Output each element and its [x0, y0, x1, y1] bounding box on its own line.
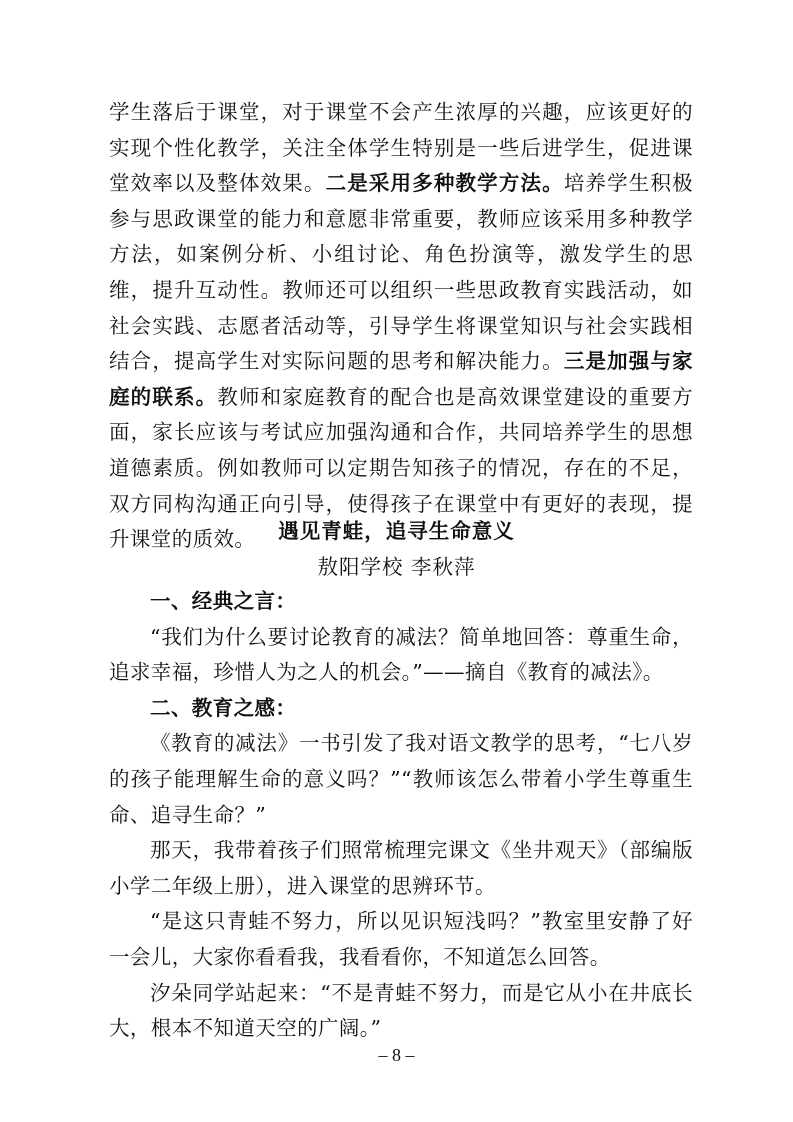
body-paragraph: 那天，我带着孩子们照常梳理完课文《坐井观天》（部编版小学二年级上册），进入课堂的思辨环节。: [109, 838, 693, 898]
paragraph-text: 学生落后于课堂，对于课堂不会产生浓厚的兴趣，应该更好的实现个性化教学，关注全体学生特别是一些后进学生，促进课堂效率以及整体效果。: [109, 100, 693, 196]
continuation-paragraph: [109, 95, 693, 558]
bold-point-three: 三是加强与家庭的联系。: [109, 349, 693, 409]
article-title: 遇见青蛙，追寻生命意义: [278, 519, 515, 543]
page-number: – 8 –: [378, 1045, 415, 1065]
paragraph-text: 教师和家庭教育的配合也是高效课堂建设的重要方面，家长应该与考试应加强沟通和合作，共同培养学生的思想道德素质。例如教师可以定期告知孩子的情况，存在的不足，双方同构沟通正向引导，使得孩子在课堂中有更好的表现，提升课堂的质效。: [109, 384, 693, 552]
body-paragraph: 《教育的减法》一书引发了我对语文教学的思考，“七八岁的孩子能理解生命的意义吗？”“教师该怎么带着小学生尊重生命、追寻生命？”: [109, 731, 693, 827]
body-paragraph: “是这只青蛙不努力，所以见识短浅吗？”教室里安静了好一会儿，大家你看看我，我看看你，不知道怎么回答。: [109, 909, 693, 969]
section-heading-reflection: 二、教育之感：: [150, 695, 297, 720]
article-author: 敖阳学校 李秋萍: [317, 555, 476, 579]
quote-paragraph: “我们为什么要讨论教育的减法？简单地回答：尊重生命，追求幸福，珍惜人为之人的机会。”——摘自《教育的减法》。: [109, 624, 693, 685]
paragraph-text: 培养学生积极参与思政课堂的能力和意愿非常重要，教师应该采用多种教学方法，如案例分析、小组讨论、角色扮演等，激发学生的思维，提升互动性。教师还可以组织一些思政教育实践活动，如社会实践、志愿者活动等，引导学生将课堂知识与社会实践相结合，提高学生对实际问题的思考和解决能力。: [109, 171, 693, 374]
article-body: [109, 584, 693, 1047]
body-paragraph: 汐朵同学站起来：“不是青蛙不努力，而是它从小在井底长大，根本不知道天空的广阔。”: [109, 980, 693, 1041]
section-heading-classic-quote: 一、经典之言：: [150, 589, 297, 613]
bold-point-two: 二是采用多种教学方法。: [325, 171, 564, 196]
